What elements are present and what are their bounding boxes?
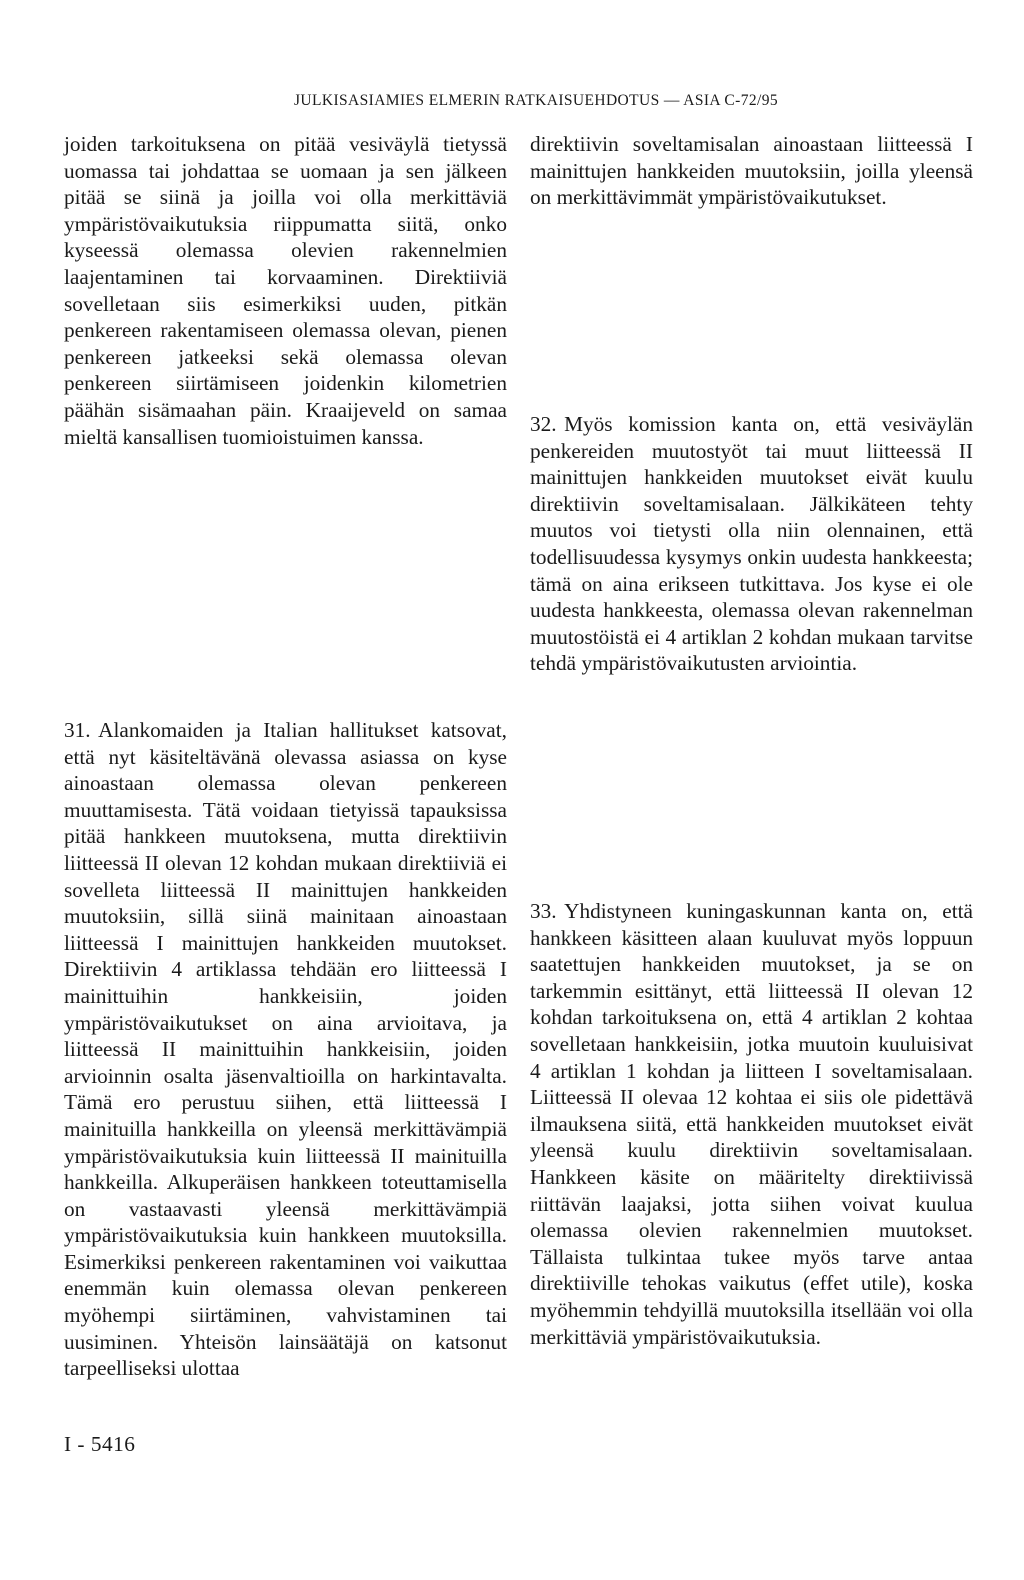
paragraph-text: Yhdistyneen kuningaskunnan kanta on, että hankkeen käsitteen alaan kuuluvat myös loppuun saatettujen hankkeiden muutokset, ja se on tarkemmin esittänyt, että liitteessä II olevan 12 kohdan tarkoituksena on, että 4 artiklan 2 kohtaa sovelletaan hankkeisiin, jotka muutoin kuuluisivat 4 artiklan 1 kohdan ja liitteen I soveltamisalaan. Liitteessä II olevaa 12 kohtaa ei siis ole pidettävä ilmauksena siitä, että hankkeiden muutokset eivät yleensä kuulu direktiivin soveltamisalaan. Hankkeen käsite on määritelty direktiivissä riittävän laajaksi, jotta siihen voivat kuulua olemassa olevien rakennelmien muutokset. Tällaista tulkintaa tukee myös tarve antaa direktiiville tehokas vaikutus (effet utile), koska myöhemmin tehdyillä muutoksilla itsellään voi olla merkittäviä ympäristövaikutuksia. [530,899,973,1349]
paragraph-31 [64,717,507,1382]
running-header: JULKISASIAMIES ELMERIN RATKAISUEHDOTUS — ASIA C-72/95 [293,92,779,109]
page-number: I - 5416 [64,1432,136,1456]
paragraph-text: Myös komission kanta on, että vesiväylän penkereiden muutostyöt tai muut liitteessä II mainittujen hankkeiden muutokset eivät kuulu direktiivin soveltamisalaan. Jälkikäteen tehty muutos voi tietysti olla niin olennainen, että todellisuudessa kysymys onkin uudesta hankkeesta; tämä on aina erikseen tutkittava. Jos kyse ei ole uudesta hankkeesta, olemassa olevan rakennelman muutostöistä ei 4 artiklan 2 kohdan mukaan tarvitse tehdä ympäristövaikutusten arviointia. [530,412,973,676]
continuation-paragraph: joiden tarkoituksena on pitää vesiväylä tietyssä uomassa tai johdattaa se uomaan ja sen jälkeen pitää se siinä ja joilla voi olla merkittäviä ympäristövaikutuksia riippumatta siitä, onko kyseessä olemassa olevien rakennelmien laajentaminen tai korvaaminen. Direktiiviä sovelletaan siis esimerkiksi uuden, pitkän penkereen rakentamiseen olemassa olevan, pienen penkereen jatkeeksi sekä olemassa olevan penkereen siirtämiseen joidenkin kilometrien päähän sisämaahan päin. Kraaijeveld on samaa mieltä kansallisen tuomioistuimen kanssa. [64,132,507,449]
paragraph-text: Alankomaiden ja Italian hallitukset katsovat, että nyt käsiteltävänä olevassa asiassa on kyse ainoastaan olemassa olevan penkereen muuttamisesta. Tätä voidaan tietyissä tapauksissa pitää hankkeen muutoksena, mutta direktiivin liitteessä II olevan 12 kohdan mukaan direktiiviä ei sovelleta liitteessä II mainittujen hankkeiden muutoksiin, sillä siinä mainitaan ainoastaan liitteessä I mainittujen hankkeiden muutokset. Direktiivin 4 artiklassa tehdään ero liitteessä I mainittuihin hankkeisiin, joiden ympäristövaikutukset on aina arvioitava, ja liitteessä II mainittuihin hankkeisiin, joiden arvioinnin osalta jäsenvaltioilla on harkintavalta. Tämä ero perustuu siihen, että liitteessä I mainituilla hankkeilla on yleensä merkittävämpiä ympäristövaikutuksia kuin liitteessä II mainituilla hankkeilla. Alkuperäisen hankkeen toteuttamisella on vastaavasti yleensä merkittävämpiä ympäristövaikutuksia kuin hankkeen muutoksilla. Esimerkiksi penkereen rakentaminen voi vaikuttaa enemmän kuin olemassa olevan penkereen myöhempi siirtäminen, vahvistaminen tai uusiminen. Yhteisön lainsäätäjä on katsonut tarpeelliseksi ulottaa [64,718,507,1381]
paragraph-33 [530,898,973,1350]
paragraph-number: 31. [64,718,91,742]
paragraph-32 [530,411,973,677]
paragraph-number: 33. [530,899,557,923]
paragraph-number: 32. [530,412,557,436]
continuation-paragraph: direktiivin soveltamisalan ainoastaan liitteessä I mainittujen hankkeiden muutoksiin, joilla yleensä on merkittävimmät ympäristövaikutukset. [530,132,973,210]
